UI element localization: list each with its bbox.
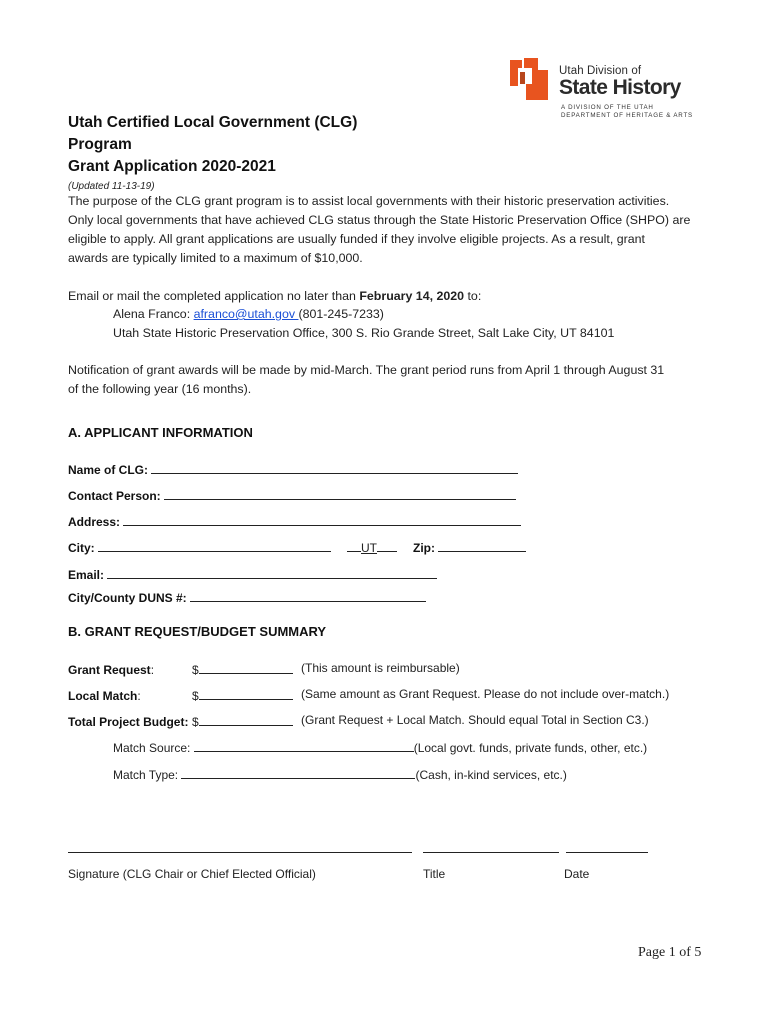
signature-label: Signature (CLG Chair or Chief Elected Official): [68, 867, 316, 881]
match-type-field[interactable]: [181, 766, 415, 779]
office-address: Utah State Historic Preservation Office, 300 S. Rio Grande Street, Salt Lake City, UT 84101: [113, 326, 615, 340]
city-row: [68, 539, 331, 557]
city-field[interactable]: [98, 539, 331, 552]
contact-person-row: [68, 487, 516, 505]
email-label: Email:: [68, 568, 108, 582]
contact-person-field[interactable]: [164, 487, 516, 500]
match-source-note: (Local govt. funds, private funds, other, etc.): [413, 741, 648, 755]
dollar-sign: $: [192, 715, 199, 729]
grant-request-row: Grant Request:: [68, 663, 155, 677]
intro-line-3: eligible to apply. All grant applications are usually funded if they involve eligible projects. As a result, grant: [68, 232, 645, 246]
intro-line-2: Only local governments that have achieved CLG status through the State Historic Preservation Office (SHPO) are: [68, 213, 691, 227]
contact-email-link[interactable]: afranco@utah.gov: [193, 307, 299, 321]
dollar-sign: $: [192, 663, 199, 677]
email-field[interactable]: [107, 566, 437, 579]
address-label: Address:: [68, 515, 124, 529]
intro-line-1: The purpose of the CLG grant program is to assist local governments with their historic preservation activities.: [68, 194, 670, 208]
state-history-logo: [508, 56, 708, 122]
city-label: City:: [68, 541, 98, 555]
date-field[interactable]: [566, 852, 648, 853]
updated-date: (Updated 11-13-19): [68, 181, 155, 192]
notification-line-2: of the following year (16 months).: [68, 382, 252, 396]
local-match-label: Local Match: [68, 689, 138, 703]
utah-logo-mark-icon: [508, 56, 558, 102]
intro-line-4: awards are typically limited to a maximum of $10,000.: [68, 251, 363, 265]
doc-title-line-1: Utah Certified Local Government (CLG): [68, 114, 358, 131]
page-number: Page 1 of 5: [638, 945, 702, 960]
clg-name-label: Name of CLG:: [68, 463, 152, 477]
local-match-note: (Same amount as Grant Request. Please do not include over-match.): [301, 687, 670, 701]
deadline-text-pre: Email or mail the completed application no later than: [68, 289, 360, 303]
deadline-text-post: to:: [464, 289, 482, 303]
match-type-label: Match Type:: [113, 768, 182, 782]
state-value: UT: [361, 541, 377, 555]
total-budget-field[interactable]: [199, 713, 293, 726]
grant-request-label: Grant Request: [68, 663, 151, 677]
match-type-row: [113, 766, 567, 784]
local-match-row: Local Match:: [68, 689, 141, 703]
date-label: Date: [564, 867, 590, 881]
zip-field[interactable]: [438, 539, 526, 552]
logo-tagline-2: DEPARTMENT OF HERITAGE & ARTS: [561, 112, 693, 119]
address-row: [68, 513, 521, 531]
email-row: [68, 566, 437, 584]
contact-person-label: Contact Person:: [68, 489, 165, 503]
duns-field[interactable]: [190, 589, 426, 602]
local-match-amount: [192, 687, 293, 705]
logo-tagline-1: A DIVISION OF THE UTAH: [561, 104, 654, 111]
match-source-label: Match Source:: [113, 741, 194, 755]
clg-name-row: [68, 461, 518, 479]
total-budget-amount: [192, 713, 293, 731]
deadline-date: February 14, 2020: [359, 289, 465, 303]
dollar-sign: $: [192, 689, 199, 703]
match-type-note: (Cash, in-kind services, etc.): [415, 768, 567, 782]
doc-title-line-3: Grant Application 2020-2021: [68, 158, 276, 175]
section-b-heading: B. GRANT REQUEST/BUDGET SUMMARY: [68, 624, 327, 639]
contact-phone: (801-245-7233): [298, 307, 384, 321]
logo-subtitle: Utah Division of: [559, 65, 642, 77]
clg-name-field[interactable]: [151, 461, 518, 474]
deadline-line: [68, 289, 481, 303]
section-a-heading: A. APPLICANT INFORMATION: [68, 425, 253, 440]
contact-name: Alena Franco:: [113, 307, 194, 321]
title-field[interactable]: [423, 852, 559, 853]
grant-request-amount: [192, 661, 293, 679]
notification-line-1: Notification of grant awards will be made by mid-March. The grant period runs from April 1 through August 31: [68, 363, 665, 377]
total-budget-row: [68, 713, 188, 731]
duns-label: City/County DUNS #:: [68, 591, 191, 605]
title-label: Title: [423, 867, 446, 881]
grant-request-note: (This amount is reimbursable): [301, 661, 460, 675]
match-source-row: [113, 739, 647, 757]
signature-field[interactable]: [68, 852, 412, 853]
local-match-field[interactable]: [199, 687, 293, 700]
zip-row: [413, 539, 526, 557]
address-field[interactable]: [123, 513, 521, 526]
logo-wordmark: State History: [559, 76, 681, 99]
doc-title-line-2: Program: [68, 136, 132, 153]
grant-request-field[interactable]: [199, 661, 293, 674]
total-budget-note: (Grant Request + Local Match. Should equal Total in Section C3.): [301, 713, 649, 727]
state-field[interactable]: [347, 539, 397, 557]
match-source-field[interactable]: [194, 739, 414, 752]
total-budget-label: Total Project Budget:: [68, 715, 189, 729]
duns-row: [68, 589, 426, 607]
contact-line: [113, 307, 384, 321]
zip-label: Zip:: [413, 541, 439, 555]
